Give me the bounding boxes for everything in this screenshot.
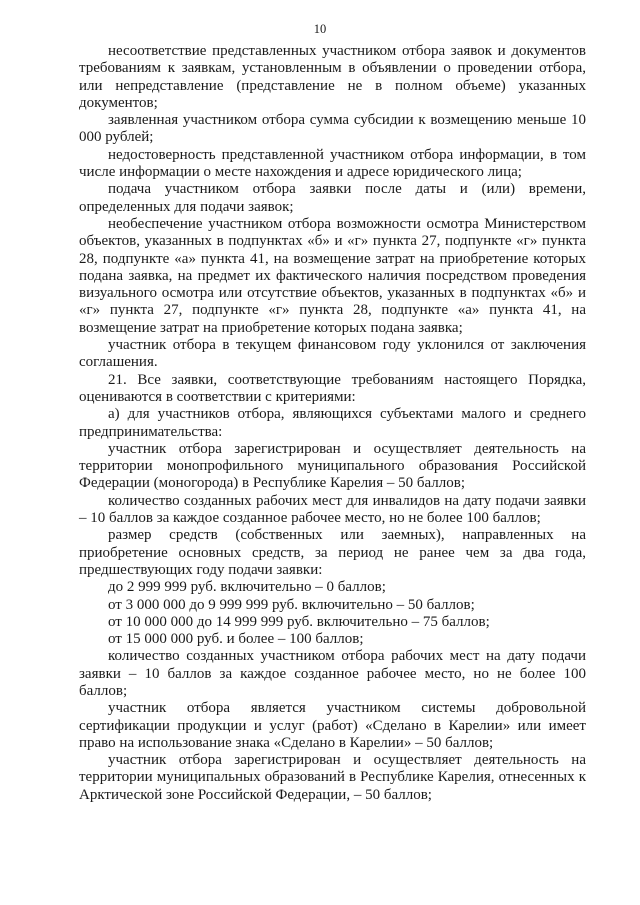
paragraph: участник отбора в текущем финансовом году уклонился от заключения соглашения. xyxy=(79,337,586,371)
document-body xyxy=(79,43,586,804)
criterion-item: участник отбора является участником системы добровольной сертификации продукции и услуг (работ) «Сделано в Карелии» или имеет право на использование знака «Сделано в Карелии» – 50 баллов; xyxy=(79,700,586,751)
section-21-intro: 21. Все заявки, соответствующие требованиям настоящего Порядка, оцениваются в соответствии с критериями: xyxy=(79,371,586,405)
subsection-a-heading: а) для участников отбора, являющихся субъектами малого и среднего предпринимательства: xyxy=(79,406,586,440)
score-range-item: от 15 000 000 руб. и более – 100 баллов; xyxy=(108,631,364,648)
paragraph: заявленная участником отбора сумма субсидии к возмещению меньше 10 000 рублей; xyxy=(79,112,586,146)
paragraph: недостоверность представленной участником отбора информации, в том числе информации о месте нахождения и адресе юридического лица; xyxy=(79,146,586,181)
criterion-item: количество созданных участником отбора рабочих мест на дату подачи заявки – 10 баллов за каждое созданное рабочее место, но не более 100 баллов; xyxy=(79,648,586,699)
paragraph: несоответствие представленных участником отбора заявок и документов требованиям к заявкам, установленным в объявлении о проведении отбора, или непредставление (представление не в полном объеме) указанных документов; xyxy=(79,43,586,111)
criterion-item: количество созданных рабочих мест для инвалидов на дату подачи заявки – 10 баллов за каждое созданное рабочее место, но не более 100 баллов; xyxy=(79,492,586,527)
score-range-item: от 10 000 000 до 14 999 999 руб. включительно – 75 баллов; xyxy=(108,613,490,630)
score-range-item: до 2 999 999 руб. включительно – 0 баллов; xyxy=(108,579,386,596)
paragraph: необеспечение участником отбора возможности осмотра Министерством объектов, указанных в подпунктах «б» и «г» пункта 27, подпункте «г» пункта 28, подпункте «а» пункта 41, на возмещение затрат на приобретение которых подана заявка, на предмет их фактического наличия посредством проведения визуального осмотра или отсутствие объектов, указанных в подпунктах «б» и «г» пункта 27, подпункте «г» пункта 28, подпункте «а» пункта 41, на возмещение затрат на приобретение которых подана заявка; xyxy=(79,215,586,336)
criterion-item: участник отбора зарегистрирован и осуществляет деятельность на территории муниципальных образований в Республике Карелия, отнесенных к Арктической зоне Российской Федерации, – 50 баллов; xyxy=(79,752,586,803)
score-range-item: от 3 000 000 до 9 999 999 руб. включительно – 50 баллов; xyxy=(108,596,475,613)
criterion-item: размер средств (собственных или заемных), направленных на приобретение основных средств, за период не ранее чем за два года, предшествующих году подачи заявки: xyxy=(79,527,586,578)
page-number: 10 xyxy=(313,22,327,36)
criterion-item: участник отбора зарегистрирован и осуществляет деятельность на территории монопрофильного муниципального образования Российской Федерации (моногорода) в Республике Карелия – 50 баллов; xyxy=(79,440,586,492)
paragraph: подача участником отбора заявки после даты и (или) времени, определенных для подачи заявок; xyxy=(79,181,586,215)
